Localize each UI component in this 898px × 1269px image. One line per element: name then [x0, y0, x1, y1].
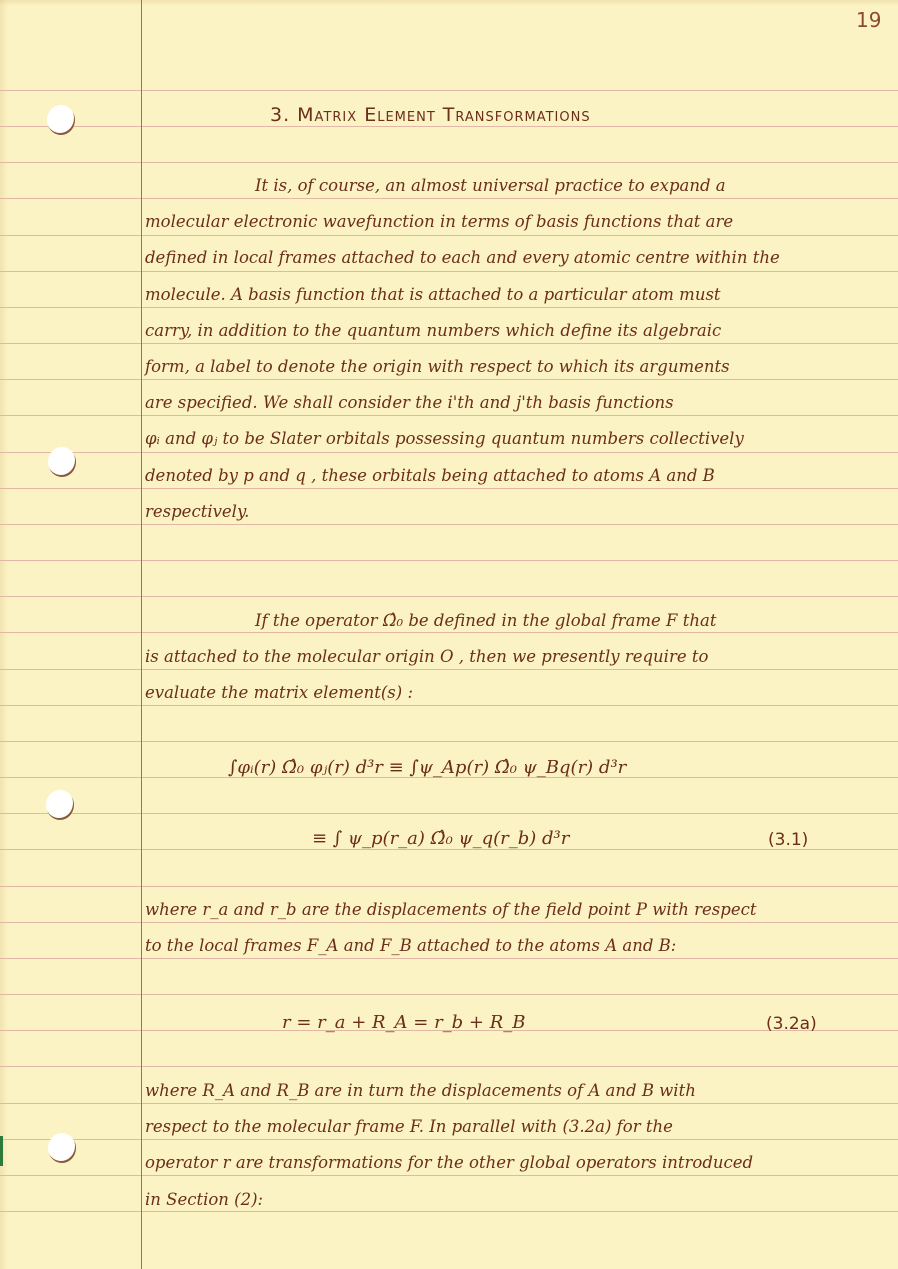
text-line: form, a label to denote the origin with respect to which its arguments — [145, 356, 730, 376]
punch-hole — [47, 105, 75, 135]
ruled-line — [0, 741, 898, 742]
ruled-line — [0, 90, 898, 91]
text-line: It is, of course, an almost universal practice to expand a — [255, 176, 726, 195]
paragraph-4 — [145, 1073, 880, 1218]
equation-3-1-line-1: ∫φᵢ(r) Ω̂₀ φⱼ(r) d³r ≡ ∫ψ_Ap(r) Ω̂₀ ψ_Bq(r) d³r — [228, 757, 627, 778]
punch-hole — [48, 447, 76, 477]
text-line: carry, in addition to the quantum numbers which define its algebraic — [145, 320, 722, 340]
equation-label-3-1: (3.1) — [768, 830, 809, 850]
punch-hole — [46, 790, 74, 820]
text-line: defined in local frames attached to each and every atomic centre within the — [145, 248, 780, 268]
paragraph-1 — [145, 168, 880, 530]
ruled-line — [0, 162, 898, 163]
paragraph-3 — [145, 892, 880, 964]
text-line: where R_A and R_B are in turn the displacements of A and B with — [145, 1081, 696, 1100]
text-line: is attached to the molecular origin O , then we presently require to — [145, 647, 709, 667]
text-line: respectively. — [145, 501, 250, 521]
text-line: If the operator Ω̂₀ be defined in the global frame F that — [255, 611, 717, 630]
section-title: 3. Matrix Element Transformations — [270, 104, 591, 126]
text-line: denoted by p and q , these orbitals being attached to atoms A and B — [145, 465, 715, 485]
text-line: operator r are transformations for the other global operators introduced — [145, 1153, 754, 1173]
text-line: respect to the molecular frame F. In parallel with (3.2a) for the — [145, 1117, 673, 1137]
ruled-line — [0, 886, 898, 887]
text-line: where r_a and r_b are the displacements of the field point P with respect — [145, 900, 757, 919]
equation-3-1-line-2: ≡ ∫ ψ_p(r_a) Ω̂₀ ψ_q(r_b) d³r — [312, 828, 570, 849]
text-line: molecule. A basis function that is attached to a particular atom must — [145, 284, 721, 304]
paragraph-2 — [145, 603, 880, 712]
text-line: molecular electronic wavefunction in terms of basis functions that are — [145, 212, 734, 232]
margin-line — [141, 0, 142, 1269]
ruled-line — [0, 126, 898, 127]
equation-label-3-2a: (3.2a) — [766, 1014, 817, 1034]
ruled-line — [0, 813, 898, 814]
text-line: evaluate the matrix element(s) : — [145, 683, 414, 703]
ruled-line — [0, 1066, 898, 1067]
punch-hole — [48, 1133, 76, 1163]
ruled-line — [0, 849, 898, 850]
equation-3-2a: r = r_a + R_A = r_b + R_B — [282, 1012, 526, 1033]
ruled-line — [0, 994, 898, 995]
ruled-line — [0, 560, 898, 561]
text-line: φᵢ and φⱼ to be Slater orbitals possessing quantum numbers collectively — [145, 429, 744, 449]
page-number: 19 — [856, 8, 882, 32]
ruled-line — [0, 596, 898, 597]
binding-mark — [0, 1136, 3, 1166]
text-line: to the local frames F_A and F_B attached to the atoms A and B: — [145, 936, 677, 956]
text-line: are specified. We shall consider the i'th and j'th basis functions — [145, 393, 674, 413]
text-line: in Section (2): — [145, 1189, 264, 1209]
